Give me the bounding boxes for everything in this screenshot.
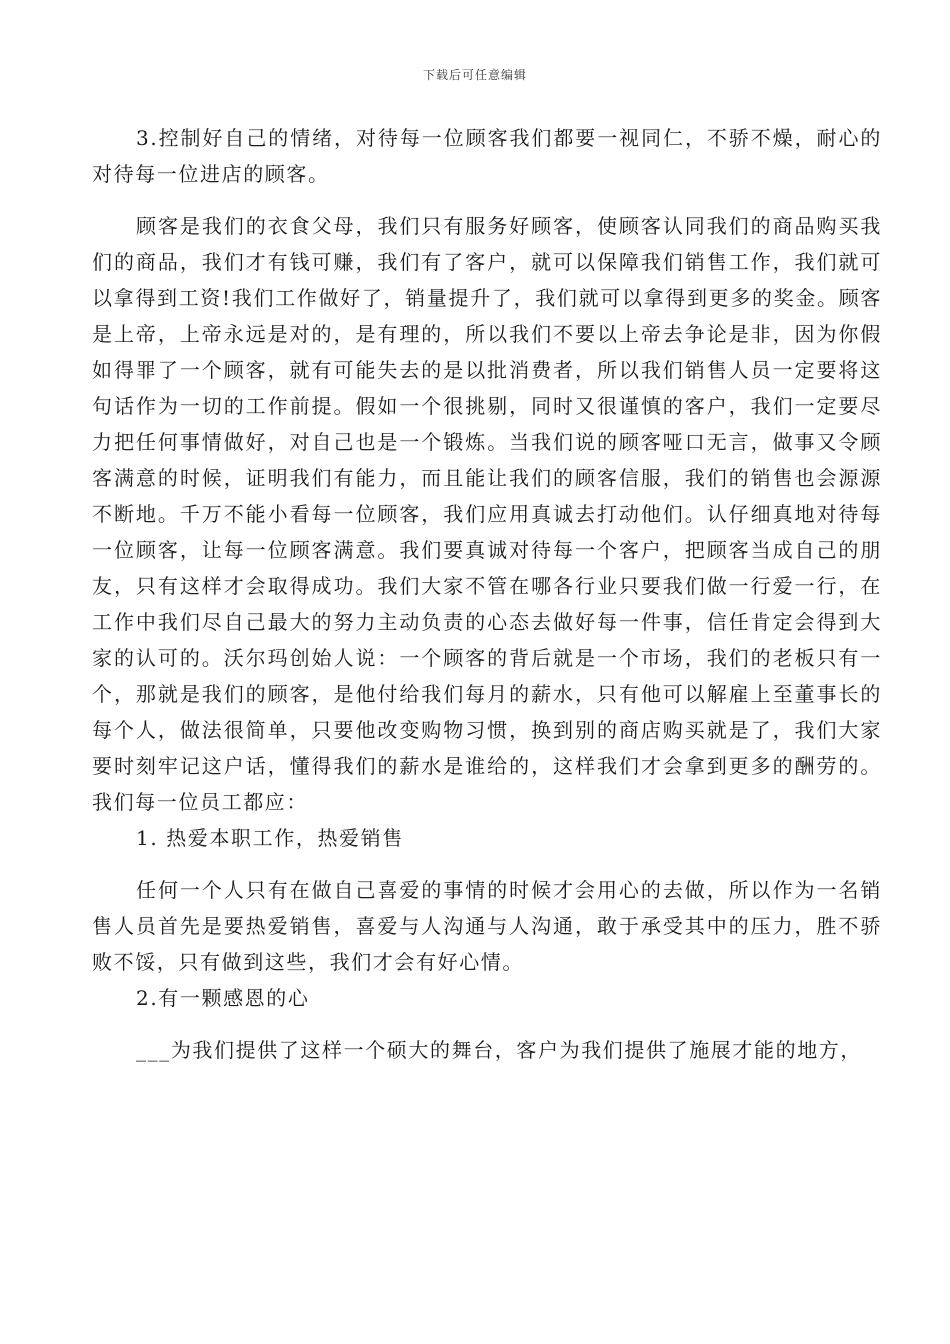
paragraph-love-sales: 任何一个人只有在做自己喜爱的事情的时候才会用心的去做，所以作为一名销售人员首先是要热爱销售，喜爱与人沟通与人沟通，敢于承受其中的压力，胜不骄败不馁，只有做到这些，我们才会有好心情。 xyxy=(92,878,882,974)
document-body xyxy=(92,120,882,1068)
heading-love-work: 1. 热爱本职工作，热爱销售 xyxy=(136,826,404,850)
paragraph-customer-service: 顾客是我们的衣食父母，我们只有服务好顾客，使顾客认同我们的商品购买我们的商品，我们才有钱可赚，我们有了客户，就可以保障我们销售工作，我们就可以拿得到工资!我们工作做好了，销量提升了，我们就可以拿得到更多的奖金。顾客是上帝，上帝永远是对的，是有理的，所以我们不要以上帝去争论是非，因为你假如得罪了一个顾客，就有可能失去的是以批消费者，所以我们销售人员一定要将这句话作为一切的工作前提。假如一个很挑剔，同时又很谨慎的客户，我们一定要尽力把任何事情做好，对自己也是一个锻炼。当我们说的顾客哑口无言，做事又令顾客满意的时候，证明我们有能力，而且能让我们的顾客信服，我们的销售也会源源不断地。千万不能小看每一位顾客，我们应用真诚去打动他们。认仔细真地对待每一位顾客，让每一位顾客满意。我们要真诚对待每一个客户，把顾客当成自己的朋友，只有这样才会取得成功。我们大家不管在哪各行业只要我们做一行爱一行，在工作中我们尽自己最大的努力主动负责的心态去做好每一件事，信任肯定会得到大家的认可的。沃尔玛创始人说：一个顾客的背后就是一个市场，我们的老板只有一个，那就是我们的顾客，是他付给我们每月的薪水，只有他可以解雇上至董事长的每个人，做法很简单，只要他改变购物习惯，换到别的商店购买就是了，我们大家要时刻牢记这户话，懂得我们的薪水是谁给的，这样我们才会拿到更多的酬劳的。 我们每一位员工都应： xyxy=(92,214,882,814)
blank-underline: ___ xyxy=(136,1038,171,1062)
heading-gratitude: 2.有一颗感恩的心 xyxy=(136,986,310,1010)
paragraph-gratitude xyxy=(92,1032,882,1068)
paragraph-gratitude-text: 为我们提供了这样一个硕大的舞台，客户为我们提供了施展才能的地方， xyxy=(170,1038,863,1062)
page-header: 下载后可任意编辑 xyxy=(422,68,527,82)
paragraph-emotion-control: 3.控制好自己的情绪，对待每一位顾客我们都要一视同仁，不骄不燥，耐心的对待每一位进店的顾客。 xyxy=(92,126,882,186)
